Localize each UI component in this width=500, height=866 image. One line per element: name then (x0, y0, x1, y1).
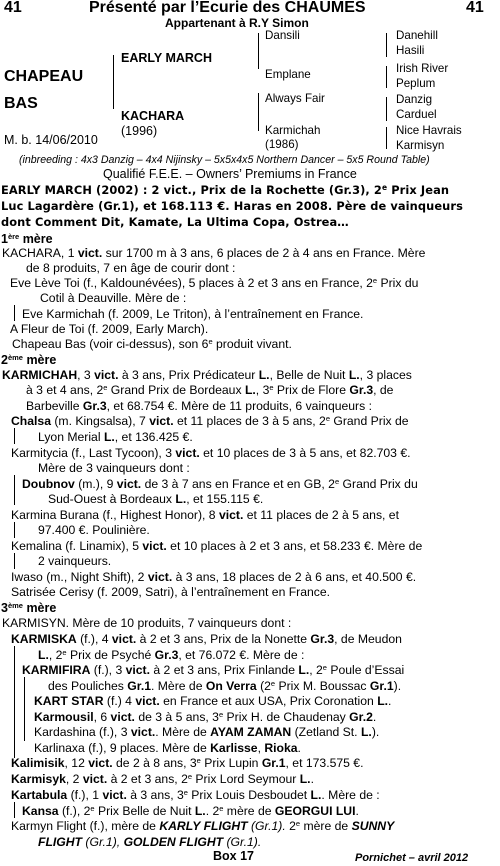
indent-line (14, 522, 15, 538)
sire-paragraph-line: dont Comment Dit, Kamate, La Ultima Copa, Ostrea… (1, 215, 349, 229)
horse-name-line1: CHAPEAU (4, 68, 84, 85)
sire-dam-dam: Peplum (396, 77, 436, 90)
owner-line: Appartenant à R.Y Simon (165, 16, 309, 30)
sire-paragraph-line: EARLY MARCH (2002) : 2 vict., Prix de la Rochette (Gr.3), 2e Prix Jean (1, 183, 450, 197)
sire-paragraph-line: Luc Lagardère (Gr.1), et 168.113 €. Haras en 2008. Père de vainqueurs (1, 199, 463, 213)
section-heading-2: 2ème mère (1, 353, 57, 367)
dam-dam-sire: Nice Havrais (396, 124, 462, 137)
footer-place-date: Pornichet – avril 2012 (355, 852, 469, 864)
dam-sire: Always Fair (265, 92, 325, 105)
dam-sire-dam: Carduel (396, 108, 437, 121)
indent-line (14, 428, 15, 444)
indent-line (24, 677, 25, 741)
indent-line (14, 305, 15, 321)
dam-name: KACHARA (121, 109, 185, 123)
bracket-line (386, 97, 387, 121)
bracket-line (386, 127, 387, 149)
dam-year: (1996) (121, 124, 158, 138)
bracket-line (386, 33, 387, 57)
dam-dam-dam: Karmisyn (396, 139, 445, 152)
bracket-line (258, 33, 259, 69)
sire-name: EARLY MARCH (121, 51, 212, 65)
sire-dam-sire: Irish River (396, 62, 449, 75)
dam-dam: Karmichah (265, 124, 321, 137)
sire-dam: Emplane (265, 68, 311, 81)
section-heading-3: 3ème mère (1, 601, 57, 615)
bracket-line (386, 66, 387, 88)
box-number: Box 17 (213, 849, 254, 863)
sire-sire-sire: Danehill (396, 29, 438, 42)
dam-dam-year: (1986) (265, 138, 299, 151)
lot-number-left: 41 (4, 0, 22, 16)
indent-line (14, 475, 15, 505)
dam-sire-sire: Danzig (396, 93, 433, 106)
qualification-line: Qualifié F.E.E. – Owners’ Premiums in France (103, 167, 357, 181)
indent-line (14, 646, 15, 758)
bracket-line (113, 55, 114, 109)
indent-line (14, 553, 15, 569)
horse-name-line2: BAS (4, 95, 38, 112)
inbreeding-note: (inbreeding : 4x3 Danzig – 4x4 Nijinsky – 5x5x4x5 Northern Dancer – 5x5 Round Table) (19, 154, 430, 166)
indent-line (14, 802, 15, 818)
lot-number-right: 41 (466, 0, 484, 16)
section-heading-1: 1ère mère (1, 232, 53, 246)
horse-info: M. b. 14/06/2010 (4, 133, 98, 147)
sire-sire-dam: Hasili (396, 44, 425, 57)
sire-sire: Dansili (265, 29, 300, 42)
bracket-line (258, 93, 259, 131)
page-title: Présenté par l’Ecurie des CHAUMES (89, 0, 366, 16)
